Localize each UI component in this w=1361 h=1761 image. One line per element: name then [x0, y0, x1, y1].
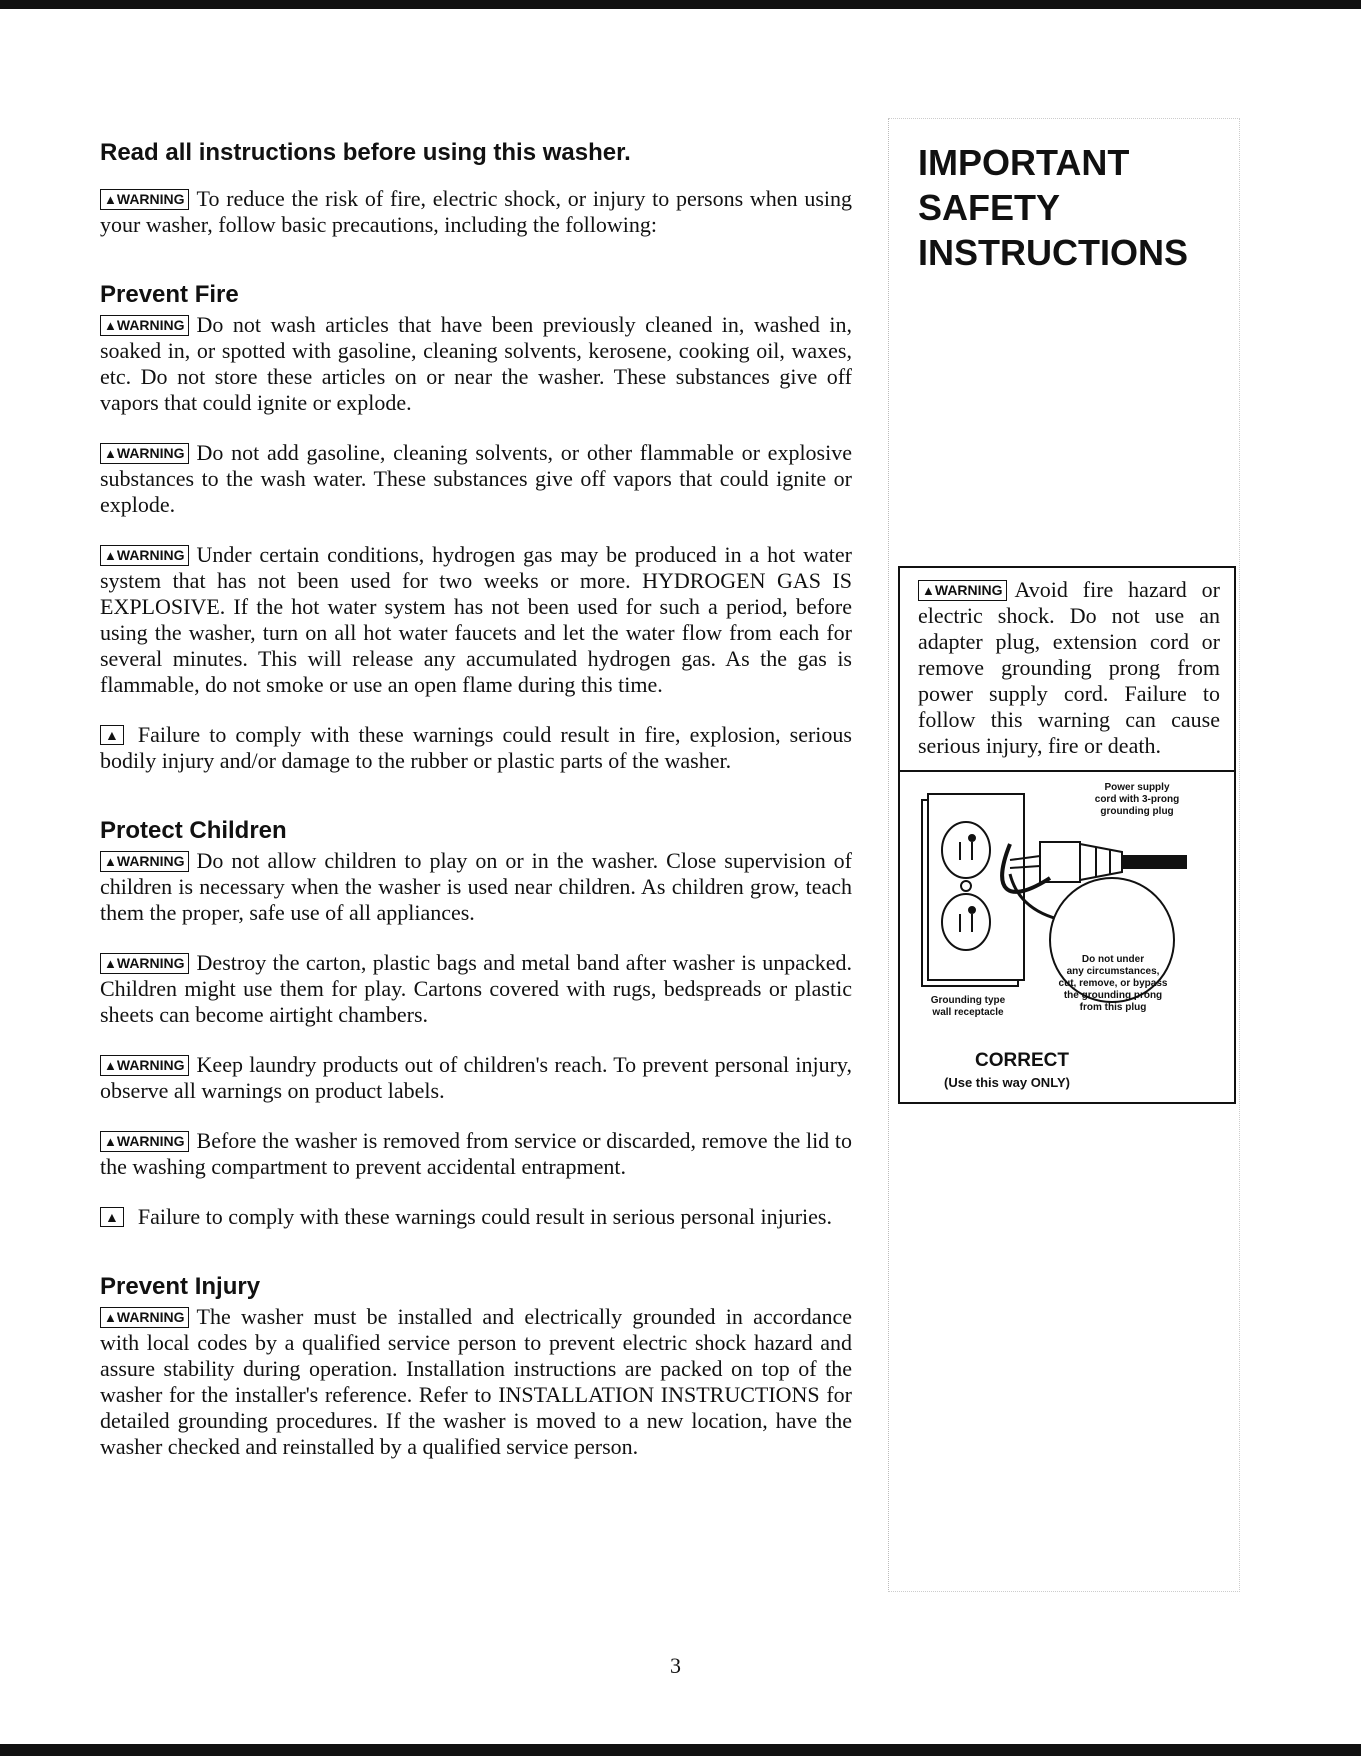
warning-badge: ▲WARNING	[100, 1307, 189, 1328]
page-number: 3	[670, 1653, 681, 1678]
warning-triangle-icon: ▲	[104, 956, 117, 971]
children-warning-3: ▲WARNING Keep laundry products out of children's reach. To prevent personal injury, observe all warnings on product labels.	[100, 1052, 852, 1103]
plug-label: Power supply cord with 3-prong grounding plug	[1094, 782, 1180, 817]
warning-badge: ▲WARNING	[100, 189, 189, 210]
warning-badge: ▲WARNING	[100, 545, 189, 566]
correct-label: CORRECT	[975, 1050, 1069, 1071]
intro-paragraph: ▲WARNING To reduce the risk of fire, electric shock, or injury to persons when using your washer, follow basic precautions, including the following:	[100, 186, 852, 237]
children-warning-2: ▲WARNING Destroy the carton, plastic bags and metal band after washer is unpacked. Children might use them for play. Cartons covered with rugs, bedspreads or plastic sheets can become airtight chambers.	[100, 950, 852, 1027]
children-warning-4: ▲WARNING Before the washer is removed from service or discarded, remove the lid to the washing compartment to prevent accidental entrapment.	[100, 1128, 852, 1179]
bottom-rule	[0, 1744, 1361, 1756]
children-warning-1: ▲WARNING Do not allow children to play on or in the washer. Close supervision of children is necessary when the washer is used near children. As children grow, teach them the proper, safe use of all appliances.	[100, 848, 852, 925]
warning-badge: ▲WARNING	[100, 1131, 189, 1152]
box-divider	[898, 770, 1236, 772]
sidebar-title: IMPORTANT SAFETY INSTRUCTIONS	[918, 142, 1188, 273]
circle-warning-label: Do not under any circumstances, cut, remove, or bypass the grounding prong from this plug	[1058, 954, 1168, 1013]
caution-triangle-icon: ▲	[100, 1207, 124, 1227]
warning-badge: ▲WARNING	[918, 580, 1007, 601]
protect-children-heading: Protect Children	[100, 817, 287, 844]
fire-warning-3: ▲WARNING Under certain conditions, hydrogen gas may be produced in a hot water system that has not been used for two weeks or more. HYDROGEN GAS IS EXPLOSIVE. If the hot water system has not been used for such a period, before using the washer, turn on all hot water faucets and let the water flow from each for several minutes. This will release any accumulated hydrogen gas. As the gas is flammable, do not smoke or use an open flame during this time.	[100, 542, 852, 697]
injury-warning-1: ▲WARNING The washer must be installed and electrically grounded in accordance with local codes by a qualified service person to prevent electric shock hazard and assure stability during operation. Installation instructions are packed on top of the washer for the installer's reference. Refer to INSTALLATION INSTRUCTIONS for detailed grounding procedures. If the washer is moved to a new location, have the washer checked and reinstalled by a qualified service person.	[100, 1304, 852, 1459]
warning-triangle-icon: ▲	[922, 583, 935, 598]
warning-badge: ▲WARNING	[100, 1055, 189, 1076]
warning-triangle-icon: ▲	[104, 1134, 117, 1149]
correct-sublabel: (Use this way ONLY)	[944, 1075, 1070, 1090]
grounding-plug-illustration	[900, 774, 1230, 1074]
grounding-warning-text: ▲WARNING Avoid fire hazard or electric shock. Do not use an adapter plug, extension cord or remove grounding prong from power supply cord. Failure to follow this warning can cause serious injury, fire or death.	[918, 577, 1220, 758]
warning-badge: ▲WARNING	[100, 953, 189, 974]
warning-triangle-icon: ▲	[104, 318, 117, 333]
warning-triangle-icon: ▲	[104, 1310, 117, 1325]
prevent-injury-heading: Prevent Injury	[100, 1273, 261, 1300]
fire-warning-1: ▲WARNING Do not wash articles that have been previously cleaned in, washed in, soaked in, or spotted with gasoline, cleaning solvents, kerosene, cooking oil, waxes, etc. Do not store these articles on or near the washer. These substances give off vapors that could ignite or explode.	[100, 312, 852, 415]
fire-warning-2: ▲WARNING Do not add gasoline, cleaning solvents, or other flammable or explosive substances to the wash water. These substances give off vapors that could ignite or explode.	[100, 440, 852, 517]
warning-triangle-icon: ▲	[104, 192, 117, 207]
warning-badge: ▲WARNING	[100, 315, 189, 336]
intro-heading: Read all instructions before using this washer.	[100, 139, 631, 166]
warning-triangle-icon: ▲	[104, 854, 117, 869]
warning-triangle-icon: ▲	[104, 548, 117, 563]
main-column	[100, 140, 852, 1460]
caution-triangle-icon: ▲	[100, 725, 124, 745]
fire-caution: ▲ Failure to comply with these warnings could result in fire, explosion, serious bodily injury and/or damage to the rubber or plastic parts of the washer.	[100, 722, 852, 773]
warning-triangle-icon: ▲	[104, 1058, 117, 1073]
warning-triangle-icon: ▲	[104, 446, 117, 461]
top-rule	[0, 0, 1361, 9]
receptacle-label: Grounding type wall receptacle	[930, 995, 1006, 1018]
warning-badge: ▲WARNING	[100, 851, 189, 872]
prevent-fire-heading: Prevent Fire	[100, 281, 239, 308]
warning-badge: ▲WARNING	[100, 443, 189, 464]
children-caution: ▲ Failure to comply with these warnings could result in serious personal injuries.	[100, 1204, 852, 1230]
